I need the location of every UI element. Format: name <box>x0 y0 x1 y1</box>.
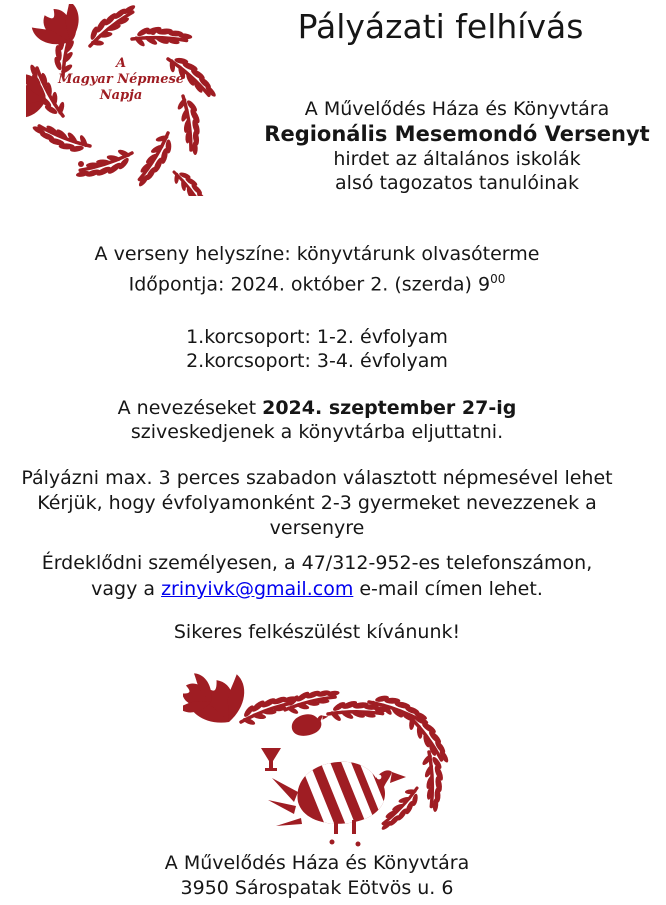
logo-text <box>46 56 196 104</box>
intro-line-4: alsó tagozatos tanulóinak <box>335 172 579 194</box>
footer-address <box>0 851 634 901</box>
venue-block <box>0 242 634 297</box>
entry-line-2: Kérjük, hogy évfolyamonként 2-3 gyermeket nevezzenek a <box>37 492 597 514</box>
entry-line-1: Pályázni max. 3 perces szabadon választott népmesével lehet <box>21 467 613 489</box>
venue-time-superscript: 00 <box>490 272 506 286</box>
intro-line-2-bold: Regionális Mesemondó Versenyt <box>264 122 650 146</box>
contact-block <box>0 550 634 602</box>
contact-prefix: vagy a <box>91 578 162 600</box>
small-bird-icon <box>290 711 330 737</box>
entry-rules-block <box>0 466 634 541</box>
intro-block <box>248 97 666 195</box>
contact-line-2 <box>0 576 634 602</box>
venue-line-2 <box>0 267 634 297</box>
footer-line-2: 3950 Sárospatak Eötvös u. 6 <box>180 877 454 899</box>
contact-line-1: Érdeklődni személyesen, a 47/312-952-es telefonszámon, <box>41 552 593 574</box>
logo-line-1: A <box>115 56 127 71</box>
venue-line-1: A verseny helyszíne: könyvtárunk olvasóterme <box>94 243 540 265</box>
deadline-line-1 <box>0 396 634 420</box>
entry-line-3: versenyre <box>269 517 365 539</box>
email-link[interactable]: zrinyivk@gmail.com <box>161 578 354 600</box>
deadline-block <box>0 396 634 444</box>
deadline-prefix: A nevezéseket <box>117 397 263 419</box>
age-groups-block <box>0 325 634 373</box>
logo-line-2: Magyar Népmese <box>57 72 185 87</box>
intro-line-1: A Művelődés Háza és Könyvtára <box>304 98 610 120</box>
folk-bird-ornament <box>183 660 483 852</box>
closing-line: Sikeres felkészülést kívánunk! <box>173 621 461 643</box>
deadline-line-2: sziveskedjenek a könyvtárba eljuttatni. <box>130 421 504 443</box>
folk-bird-icon <box>183 660 483 852</box>
venue-date-text: Időpontja: 2024. október 2. (szerda) 9 <box>128 273 491 296</box>
age-group-2: 2.korcsoport: 3-4. évfolyam <box>186 350 448 372</box>
age-group-1: 1.korcsoport: 1-2. évfolyam <box>186 326 448 348</box>
contact-suffix: e-mail címen lehet. <box>353 578 543 600</box>
deadline-date-bold: 2024. szeptember 27-ig <box>262 397 517 419</box>
footer-line-1: A Művelődés Háza és Könyvtára <box>164 852 470 874</box>
page-title: Pályázati felhívás <box>297 7 584 46</box>
logo-line-3: Napja <box>99 88 143 103</box>
intro-line-3: hirdet az általános iskolák <box>333 148 581 170</box>
